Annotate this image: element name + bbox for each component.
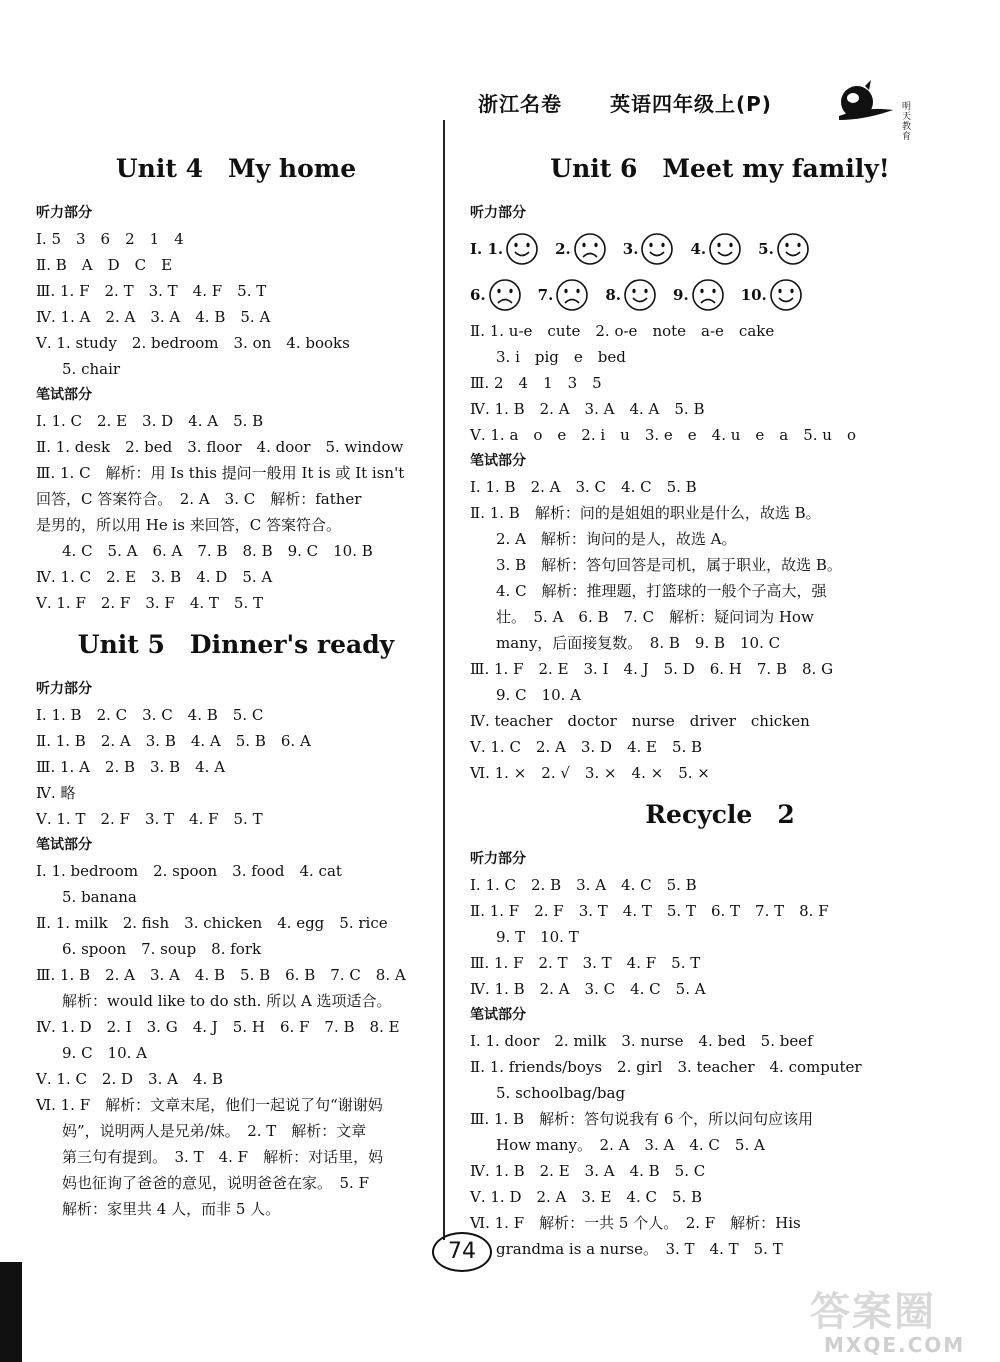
section-label: 笔试部分 <box>470 1007 526 1023</box>
answer-line: Ⅲ. 1. F 2. T 3. T 4. F 5. T <box>470 954 701 972</box>
answer-line: Ⅳ. 1. B 2. A 3. A 4. A 5. B <box>470 400 705 418</box>
answer-line: Ⅴ. 1. T 2. F 3. T 4. F 5. T <box>36 810 263 828</box>
answer-line: 第三句有提到。 3. T 4. F 解析：对话里，妈 <box>62 1148 384 1166</box>
answer-line: Ⅱ. 1. u-e cute 2. o-e note a-e cake <box>470 322 775 340</box>
series-title: 浙江名卷 <box>478 92 562 116</box>
answer-number: 3. <box>622 240 639 258</box>
answer-line: many，后面接复数。 8. B 9. B 10. C <box>496 634 781 652</box>
unit-block <box>470 152 970 786</box>
answer-line: Ⅳ. 1. C 2. E 3. B 4. D 5. A <box>36 568 273 586</box>
answer-line: Ⅳ. 略 <box>36 784 76 802</box>
answer-line: Ⅱ. 1. milk 2. fish 3. chicken 4. egg 5. rice <box>36 914 388 932</box>
answer-line: Ⅴ. 1. study 2. bedroom 3. on 4. books <box>36 334 350 352</box>
answer-number: 8. <box>605 286 622 304</box>
sad-face-icon <box>573 232 607 266</box>
smiley-face-icon <box>623 278 657 312</box>
answer-line: Ⅴ. 1. a o e 2. i u 3. e e 4. u e a 5. u o <box>470 426 857 444</box>
answer-line: Ⅰ. 1. bedroom 2. spoon 3. food 4. cat <box>36 862 342 880</box>
answer-line: Ⅳ. 1. B 2. E 3. A 4. B 5. C <box>470 1162 706 1180</box>
answer-line: Ⅵ. 1. F 解析：文章末尾，他们一起说了句“谢谢妈 <box>36 1096 383 1114</box>
answer-number: 6. <box>470 286 486 304</box>
watermark-text: 答案圈 <box>810 1289 936 1335</box>
face-answer <box>758 232 810 266</box>
face-answer <box>538 278 590 312</box>
answer-line: Ⅲ. 1. F 2. T 3. T 4. F 5. T <box>36 282 267 300</box>
section-label: 笔试部分 <box>470 453 526 469</box>
face-answer <box>623 232 675 266</box>
answer-line: 4. C 5. A 6. A 7. B 8. B 9. C 10. B <box>62 542 373 560</box>
answer-line: 妈”，说明两人是兄弟/妹。 2. T 解析：文章 <box>62 1122 367 1140</box>
face-answer <box>605 278 657 312</box>
answer-line: 回答，C 答案符合。 2. A 3. C 解析：father <box>36 490 362 508</box>
sad-face-icon <box>691 278 725 312</box>
answer-line: Ⅳ. teacher doctor nurse driver chicken <box>470 712 810 730</box>
scan-edge <box>0 1262 22 1362</box>
answer-line: 解析：家里共 4 人，而非 5 人。 <box>62 1200 281 1218</box>
face-answer <box>741 278 803 312</box>
answer-line: Ⅴ. 1. F 2. F 3. F 4. T 5. T <box>36 594 263 612</box>
smiley-face-icon <box>769 278 803 312</box>
watermark <box>810 1290 980 1358</box>
answer-line: Ⅲ. 1. B 解析：答句说我有 6 个，所以问句应该用 <box>470 1110 814 1128</box>
answer-line: Ⅳ. 1. A 2. A 3. A 4. B 5. A <box>36 308 271 326</box>
answer-line: Ⅴ. 1. C 2. D 3. A 4. B <box>36 1070 224 1088</box>
unit-block <box>470 798 970 1262</box>
face-answer <box>690 232 742 266</box>
page-header <box>470 78 970 142</box>
answer-line: 9. C 10. A <box>62 1044 148 1062</box>
answer-line: Ⅳ. 1. D 2. I 3. G 4. J 5. H 6. F 7. B 8. E <box>36 1018 400 1036</box>
answer-line: Ⅴ. 1. D 2. A 3. E 4. C 5. B <box>470 1188 703 1206</box>
answer-line: Ⅲ. 1. A 2. B 3. B 4. A <box>36 758 226 776</box>
answer-line: Ⅵ. 1. × 2. √ 3. × 4. × 5. × <box>470 764 710 782</box>
book-title: 英语四年级上(P) <box>610 92 772 116</box>
unit-title: Recycle 2 <box>645 800 795 829</box>
section-label: 听力部分 <box>36 205 92 221</box>
answer-line: Ⅲ. 1. F 2. E 3. I 4. J 5. D 6. H 7. B 8. G <box>470 660 834 678</box>
unit-title: Unit 6 Meet my family! <box>550 154 890 183</box>
answer-line: grandma is a nurse。 3. T 4. T 5. T <box>496 1240 783 1258</box>
face-answer <box>555 232 607 266</box>
answer-line: 妈也征询了爸爸的意见，说明爸爸在家。 5. F <box>62 1174 369 1192</box>
answer-line: Ⅰ. 1. B 2. C 3. C 4. B 5. C <box>36 706 264 724</box>
face-answer-row <box>470 226 970 272</box>
face-answer-row <box>470 272 970 318</box>
answer-line: Ⅲ. 1. C 解析：用 Is this 提问一般用 It is 或 It isn't <box>36 464 405 482</box>
answer-number: 9. <box>673 286 689 304</box>
answer-line: Ⅰ. 1. C 2. E 3. D 4. A 5. B <box>36 412 264 430</box>
sad-face-icon <box>488 278 522 312</box>
left-column <box>36 140 436 1222</box>
watermark-url: MXQE.COM <box>824 1333 966 1357</box>
section-label: 听力部分 <box>470 205 526 221</box>
section-label: 笔试部分 <box>36 387 92 403</box>
section-label: 听力部分 <box>36 681 92 697</box>
answer-line: Ⅳ. 1. B 2. A 3. C 4. C 5. A <box>470 980 706 998</box>
answer-line: Ⅱ. 1. B 解析：问的是姐姐的职业是什么，故选 B。 <box>470 504 821 522</box>
answer-line: Ⅱ. 1. desk 2. bed 3. floor 4. door 5. window <box>36 438 404 456</box>
answer-line: Ⅲ. 2 4 1 3 5 <box>470 374 602 392</box>
sad-face-icon <box>555 278 589 312</box>
unit-title: Unit 4 My home <box>115 154 357 183</box>
answer-line: 壮。 5. A 6. B 7. C 解析：疑问词为 How <box>496 608 814 626</box>
smiley-face-icon <box>640 232 674 266</box>
column-divider <box>443 120 445 1240</box>
answer-number: 7. <box>537 286 554 304</box>
publisher-logo-icon <box>835 76 895 128</box>
answer-number: 2. <box>555 240 571 258</box>
answer-line: Ⅰ. 1. B 2. A 3. C 4. C 5. B <box>470 478 697 496</box>
section-label: 听力部分 <box>470 851 526 867</box>
smiley-face-icon <box>505 232 539 266</box>
answer-line: Ⅲ. 1. B 2. A 3. A 4. B 5. B 6. B 7. C 8. A <box>36 966 406 984</box>
right-column <box>470 140 970 1262</box>
answer-line: Ⅱ. 1. F 2. F 3. T 4. T 5. T 6. T 7. T 8. F <box>470 902 829 920</box>
answer-line: 5. schoolbag/bag <box>496 1084 626 1102</box>
section-label: 笔试部分 <box>36 837 92 853</box>
face-answer <box>673 278 725 312</box>
smiley-face-icon <box>776 232 810 266</box>
page-number: 74 <box>432 1232 492 1272</box>
answer-line: 解析：would like to do sth. 所以 A 选项适合。 <box>62 992 392 1010</box>
answer-line: 5. chair <box>62 360 121 378</box>
unit-title: Unit 5 Dinner's ready <box>77 630 395 659</box>
answer-line: Ⅵ. 1. F 解析：一共 5 个人。 2. F 解析：His <box>470 1214 801 1232</box>
unit-block <box>36 628 436 1222</box>
publisher-logo-text: 明天教育 <box>902 102 912 142</box>
answer-number: Ⅰ. 1. <box>470 240 504 258</box>
face-answer <box>470 278 522 312</box>
answer-line: Ⅰ. 1. C 2. B 3. A 4. C 5. B <box>470 876 697 894</box>
answer-line: 6. spoon 7. soup 8. fork <box>62 940 262 958</box>
answer-line: 是男的，所以用 He is 来回答，C 答案符合。 <box>36 516 342 534</box>
answer-line: Ⅱ. 1. B 2. A 3. B 4. A 5. B 6. A <box>36 732 311 750</box>
answer-line: 9. C 10. A <box>496 686 582 704</box>
smiley-face-icon <box>708 232 742 266</box>
answer-line: Ⅴ. 1. C 2. A 3. D 4. E 5. B <box>470 738 703 756</box>
answer-number: 5. <box>758 240 774 258</box>
answer-line: 9. T 10. T <box>496 928 579 946</box>
answer-line: 4. C 解析：推理题，打篮球的一般个子高大，强 <box>496 582 827 600</box>
unit-block <box>36 152 436 616</box>
face-answer <box>470 232 539 266</box>
answer-line: Ⅱ. 1. friends/boys 2. girl 3. teacher 4. computer <box>470 1058 862 1076</box>
answer-number: 10. <box>740 286 767 304</box>
answer-line: 3. i pig e bed <box>496 348 626 366</box>
answer-line: 5. banana <box>62 888 137 906</box>
answer-number: 4. <box>690 240 707 258</box>
answer-line: How many。 2. A 3. A 4. C 5. A <box>496 1136 765 1154</box>
answer-line: Ⅰ. 1. door 2. milk 3. nurse 4. bed 5. beef <box>470 1032 813 1050</box>
answer-line: 2. A 解析：询问的是人，故选 A。 <box>496 530 737 548</box>
answer-line: Ⅱ. B A D C E <box>36 256 173 274</box>
answer-line: Ⅰ. 5 3 6 2 1 4 <box>36 230 184 248</box>
answer-line: 3. B 解析：答句回答是司机，属于职业，故选 B。 <box>496 556 842 574</box>
